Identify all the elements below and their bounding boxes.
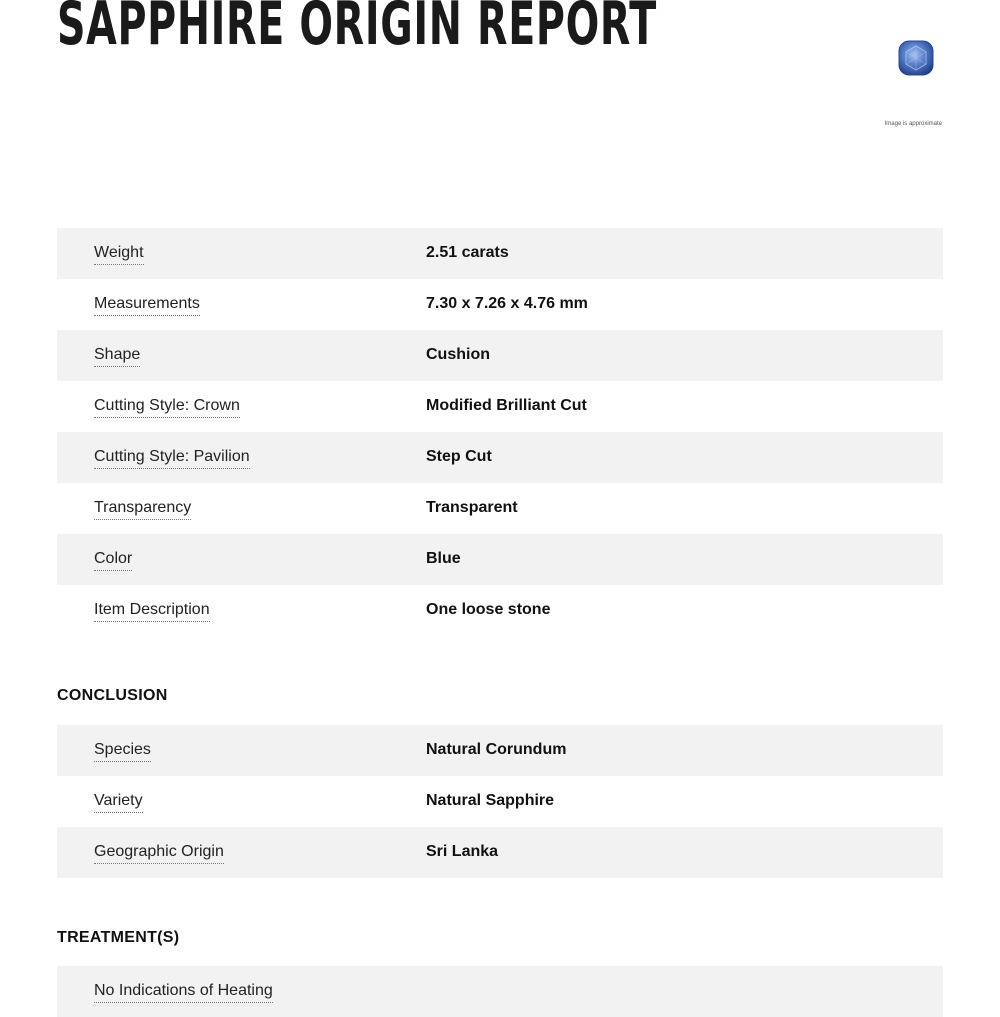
table-row (57, 776, 943, 827)
details-table (57, 228, 943, 636)
row-label: Cutting Style: Crown (94, 396, 240, 418)
table-row (57, 966, 943, 1017)
conclusion-table (57, 725, 943, 878)
row-value: Transparent (426, 499, 518, 516)
row-value: Modified Brilliant Cut (426, 397, 587, 414)
row-value: 7.30 x 7.26 x 4.76 mm (426, 295, 588, 312)
row-label: Transparency (94, 498, 191, 520)
table-row (57, 483, 943, 534)
cushion-sapphire-icon (898, 40, 934, 76)
row-value: One loose stone (426, 601, 551, 618)
row-value: Cushion (426, 346, 490, 363)
image-caption: Image is approximate (884, 121, 942, 127)
table-row (57, 330, 943, 381)
page-title: SAPPHIRE ORIGIN REPORT (57, 0, 657, 59)
table-row (57, 432, 943, 483)
table-row (57, 381, 943, 432)
conclusion-heading: CONCLUSION (57, 687, 168, 704)
row-label: Geographic Origin (94, 842, 224, 864)
treatments-heading: TREATMENT(S) (57, 929, 180, 946)
row-label: Shape (94, 345, 140, 367)
row-label: Cutting Style: Pavilion (94, 447, 250, 469)
row-value: Blue (426, 550, 461, 567)
row-label: Measurements (94, 294, 200, 316)
table-row (57, 534, 943, 585)
row-label: Color (94, 549, 132, 571)
table-row (57, 279, 943, 330)
table-row (57, 585, 943, 636)
row-label: Species (94, 740, 151, 762)
table-row (57, 725, 943, 776)
table-row (57, 827, 943, 878)
row-value: Step Cut (426, 448, 492, 465)
row-value: Natural Corundum (426, 741, 567, 758)
row-label: Item Description (94, 600, 210, 622)
treatments-table (57, 966, 943, 1017)
row-label: Variety (94, 791, 143, 813)
table-row (57, 228, 943, 279)
row-value: Natural Sapphire (426, 792, 555, 809)
row-value: Sri Lanka (426, 843, 499, 860)
row-label: Weight (94, 243, 144, 265)
row-value: 2.51 carats (426, 244, 509, 261)
row-label: No Indications of Heating (94, 981, 273, 1003)
